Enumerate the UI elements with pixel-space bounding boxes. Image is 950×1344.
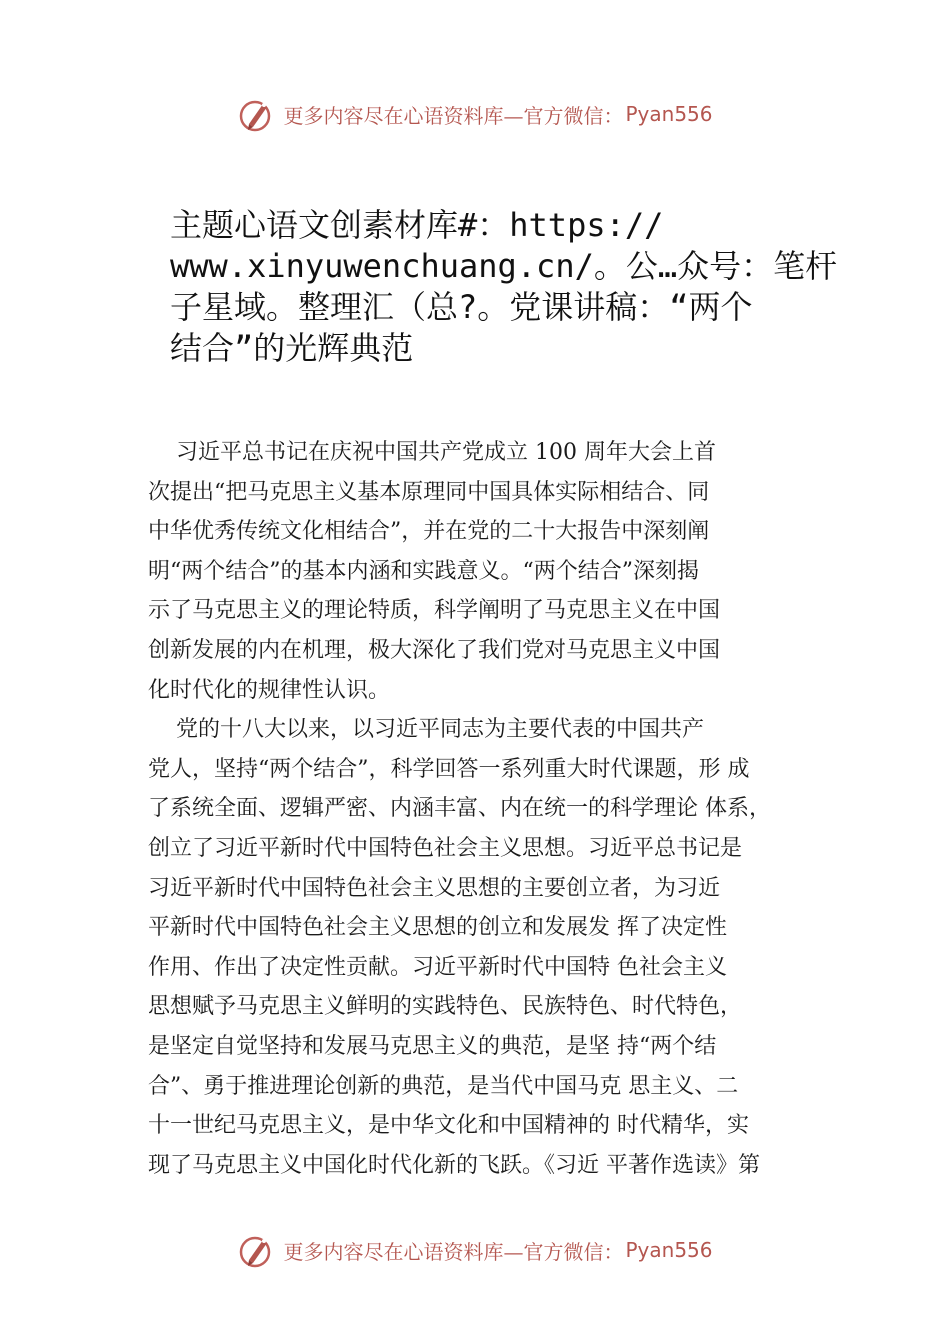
body-line: 十一世纪马克思主义，是中华文化和中国精神的 时代精华，实	[148, 1113, 749, 1139]
body-line: 了系统全面、逻辑严密、内涵丰富、内在统一的科学理论 体系，	[148, 796, 771, 822]
pen-nib-logo-icon	[237, 1230, 277, 1270]
banner-text: 更多内容尽在心语资料库—官方微信：	[283, 103, 624, 128]
document-title	[170, 205, 860, 369]
body-line: 平新时代中国特色社会主义思想的创立和发展发 挥了决定性	[148, 915, 727, 941]
banner-account: Pyan556	[625, 1238, 713, 1262]
body-line: 次提出“把马克思主义基本原理同中国具体实际相结合、同	[148, 479, 710, 505]
body-line: 化时代化的规律性认识。	[148, 677, 391, 703]
body-line: 习近平总书记在庆祝中国共产党成立 100 周年大会上首	[148, 440, 716, 465]
title-line: 子星域。整理汇（总?。党课讲稿：“两个	[170, 288, 753, 326]
banner-account: Pyan556	[625, 102, 713, 126]
footer-banner	[0, 1228, 950, 1272]
body-line: 作用、作出了决定性贡献。习近平新时代中国特 色社会主义	[148, 954, 727, 980]
body-line: 习近平新时代中国特色社会主义思想的主要创立者，为习近	[148, 875, 721, 901]
title-line: 结合”的光辉典范	[170, 329, 414, 367]
body-line: 创新发展的内在机理，极大深化了我们党对马克思主义中国	[148, 637, 721, 663]
body-line: 合”、勇于推进理论创新的典范，是当代中国马克 思主义、二	[148, 1073, 739, 1099]
body-line: 中华优秀传统文化相结合”，并在党的二十大报告中深刻阐	[148, 519, 710, 545]
document-body	[148, 433, 848, 1185]
title-line: www.xinyuwenchuang.cn/。公…众号：笔杆	[170, 247, 838, 285]
banner-text: 更多内容尽在心语资料库—官方微信：	[283, 1239, 624, 1264]
body-line: 是坚定自觉坚持和发展马克思主义的典范，是坚 持“两个结	[148, 1033, 717, 1059]
title-line: 主题心语文创素材库#：https://	[170, 206, 664, 244]
pen-nib-logo-icon	[237, 94, 277, 134]
body-line: 创立了习近平新时代中国特色社会主义思想。习近平总书记是	[148, 835, 743, 861]
body-line: 思想赋予马克思主义鲜明的实践特色、民族特色、时代特色，	[148, 994, 743, 1020]
body-line: 现了马克思主义中国化时代化新的飞跃。《习近 平著作选读》第	[148, 1152, 760, 1178]
body-line: 示了马克思主义的理论特质，科学阐明了马克思主义在中国	[148, 598, 721, 624]
body-line: 党人，坚持“两个结合”，科学回答一系列重大时代课题，形 成	[148, 756, 750, 782]
header-banner	[0, 92, 950, 136]
body-line: 党的十八大以来，以习近平同志为主要代表的中国共产	[148, 717, 704, 743]
body-line: 明“两个结合”的基本内涵和实践意义。“两个结合”深刻揭	[148, 558, 699, 584]
